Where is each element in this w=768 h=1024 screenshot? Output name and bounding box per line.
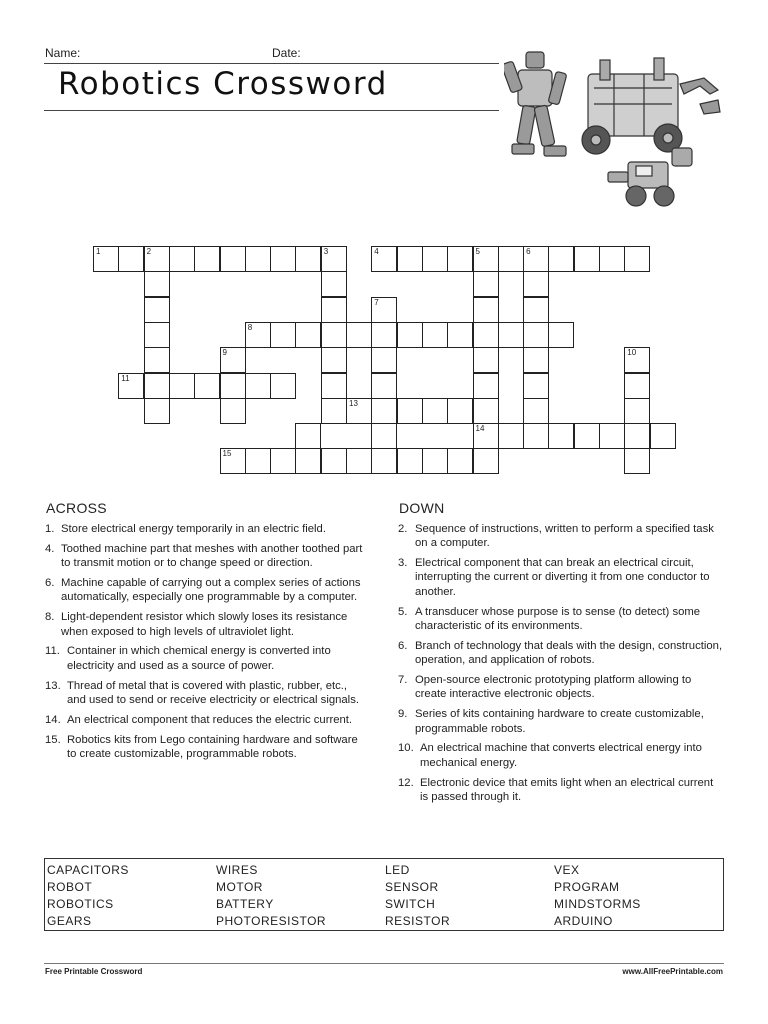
word-bank-item: MINDSTORMS (554, 897, 641, 911)
crossword-cell[interactable] (624, 448, 650, 474)
crossword-cell[interactable] (523, 373, 549, 399)
crossword-cell[interactable] (397, 246, 423, 272)
cell-number: 8 (247, 322, 253, 332)
header-rule-top (44, 63, 499, 64)
word-bank-item: ROBOTICS (47, 897, 114, 911)
crossword-cell[interactable] (397, 448, 423, 474)
date-label: Date: (272, 46, 301, 60)
clue-number: 10. (398, 742, 414, 755)
crossword-cell[interactable] (169, 246, 195, 272)
cell-number: 11 (121, 373, 130, 383)
clue-number: 11. (45, 645, 60, 658)
crossword-cell[interactable] (422, 246, 448, 272)
crossword-cell[interactable] (295, 322, 321, 348)
footer-left-text: Free Printable Crossword (45, 967, 143, 976)
clue-item (45, 644, 368, 673)
crossword-cell[interactable] (220, 398, 246, 424)
word-bank-item: WIRES (216, 863, 258, 877)
crossword-cell[interactable] (371, 423, 397, 449)
word-bank-item: ROBOT (47, 880, 93, 894)
crossword-cell[interactable] (473, 398, 499, 424)
clue-text: Machine capable of carrying out a complex series of actions automatically, especially one programmable by a computer. (61, 577, 361, 604)
clue-number: 6. (398, 639, 408, 652)
clue-text: Branch of technology that deals with the design, construction, operation, and application of robots. (415, 639, 723, 667)
clue-text: An electrical machine that converts electrical energy into mechanical energy. (420, 742, 702, 769)
cell-number: 1 (96, 247, 101, 256)
cell-number: 6 (526, 247, 531, 256)
crossword-cell[interactable] (220, 373, 246, 399)
clue-text: Toothed machine part that meshes with another toothed part to transmit motion or to change speed or direction. (61, 542, 363, 570)
crossword-cell[interactable] (295, 423, 321, 449)
crossword-cell[interactable] (270, 373, 296, 399)
clue-number: 15. (45, 733, 61, 746)
crossword-cell[interactable] (220, 246, 246, 272)
cell-number: 13 (349, 398, 358, 408)
robot-kits-illustration (504, 44, 724, 220)
clue-text: Container in which chemical energy is converted into electricity and used as a source of power. (67, 645, 331, 672)
crossword-cell[interactable] (270, 322, 296, 348)
crossword-cell[interactable] (624, 347, 650, 373)
crossword-cell[interactable] (624, 423, 650, 449)
crossword-cell[interactable] (599, 423, 625, 449)
crossword-cell[interactable] (624, 398, 650, 424)
crossword-cell[interactable] (321, 297, 347, 323)
cell-number: 5 (475, 247, 480, 256)
crossword-cell[interactable] (498, 423, 524, 449)
crossword-cell[interactable] (144, 246, 170, 272)
across-clue-list (45, 522, 368, 767)
clue-item (45, 522, 368, 536)
crossword-cell[interactable] (371, 347, 397, 373)
crossword-cell[interactable] (194, 373, 220, 399)
crossword-cell[interactable] (220, 347, 246, 373)
crossword-cell[interactable] (295, 246, 321, 272)
crossword-cell[interactable] (144, 271, 170, 297)
crossword-cell[interactable] (447, 322, 473, 348)
crossword-cell[interactable] (599, 246, 625, 272)
word-bank-item: PHOTORESISTOR (216, 914, 327, 928)
crossword-cell[interactable] (144, 322, 170, 348)
crossword-cell[interactable] (422, 448, 448, 474)
crossword-cell[interactable] (93, 246, 119, 272)
clue-item (45, 576, 368, 605)
clue-number: 5. (398, 605, 408, 618)
clue-item (398, 673, 724, 702)
word-bank-item: VEX (554, 863, 580, 877)
crossword-cell[interactable] (624, 246, 650, 272)
crossword-cell[interactable] (548, 322, 574, 348)
clue-item (398, 741, 724, 770)
clue-item (398, 605, 724, 634)
clue-text: A transducer whose purpose is to sense (to detect) some characteristic of its environments. (415, 605, 701, 632)
cell-number: 14 (475, 424, 485, 434)
crossword-cell[interactable] (321, 398, 347, 424)
crossword-cell[interactable] (624, 373, 650, 399)
crossword-cell[interactable] (447, 398, 473, 424)
crossword-cell[interactable] (650, 423, 676, 449)
across-heading: ACROSS (46, 500, 107, 516)
crossword-cell[interactable] (194, 246, 220, 272)
word-bank-item: LED (385, 863, 410, 877)
clue-item (45, 713, 368, 727)
word-bank-item: RESISTOR (385, 914, 451, 928)
clue-number: 12. (398, 776, 414, 789)
crossword-cell[interactable] (473, 448, 499, 474)
clue-item (398, 522, 724, 551)
word-bank-column (47, 862, 129, 930)
crossword-cell[interactable] (321, 271, 347, 297)
word-bank-item: SWITCH (385, 897, 436, 911)
clue-text: Electronic device that emits light when an electrical current is passed through it. (420, 776, 714, 803)
cell-number: 9 (222, 348, 227, 358)
crossword-cell[interactable] (321, 246, 347, 272)
crossword-cell[interactable] (473, 373, 499, 399)
crossword-cell[interactable] (144, 297, 170, 323)
clue-text: Thread of metal that is covered with plastic, rubber, etc., and used to send or receive electricity or electrical signals. (67, 679, 359, 706)
crossword-cell[interactable] (118, 373, 144, 399)
name-label: Name: (45, 46, 81, 60)
crossword-cell[interactable] (371, 246, 397, 272)
clue-number: 9. (398, 708, 408, 721)
crossword-cell[interactable] (548, 246, 574, 272)
clue-item (45, 542, 368, 571)
word-bank-column (554, 862, 641, 930)
page-title: Robotics Crossword (58, 66, 388, 102)
crossword-cell[interactable] (371, 398, 397, 424)
clue-item (398, 556, 724, 599)
crossword-cell[interactable] (523, 347, 549, 373)
crossword-cell[interactable] (422, 322, 448, 348)
crossword-cell[interactable] (498, 246, 524, 272)
word-bank-item: SENSOR (385, 880, 439, 894)
crossword-cell[interactable] (574, 246, 600, 272)
word-bank-item: PROGRAM (554, 880, 620, 894)
crossword-cell[interactable] (346, 322, 372, 348)
cell-number: 4 (374, 247, 379, 256)
clue-text: Robotics kits from Lego containing hardware and software to create customizable, programmable robots. (67, 733, 358, 761)
crossword-cell[interactable] (321, 448, 347, 474)
crossword-cell[interactable] (270, 448, 296, 474)
clue-number: 2. (398, 523, 408, 535)
clue-number: 14. (45, 713, 61, 726)
crossword-cell[interactable] (321, 373, 347, 399)
word-bank-column (385, 862, 450, 930)
crossword-cell[interactable] (118, 246, 144, 272)
clue-number: 7. (398, 674, 408, 687)
crossword-cell[interactable] (270, 246, 296, 272)
crossword-cell[interactable] (321, 322, 347, 348)
crossword-cell[interactable] (523, 398, 549, 424)
clue-item (398, 707, 724, 736)
crossword-cell[interactable] (523, 322, 549, 348)
clue-item (398, 639, 724, 668)
crossword-cell[interactable] (473, 423, 499, 449)
clue-number: 13. (45, 679, 61, 692)
clue-text: Electrical component that can break an electrical circuit, interrupting the current or diverting it from one conductor to another. (415, 557, 710, 598)
crossword-cell[interactable] (523, 271, 549, 297)
footer-site-link[interactable]: www.AllFreePrintable.com (622, 967, 723, 976)
clue-text: Sequence of instructions, written to perform a specified task on a computer. (415, 523, 714, 550)
crossword-cell[interactable] (144, 373, 170, 399)
crossword-cell[interactable] (422, 398, 448, 424)
down-clue-list (398, 522, 724, 810)
crossword-cell[interactable] (245, 448, 271, 474)
crossword-cell[interactable] (447, 246, 473, 272)
crossword-cell[interactable] (321, 347, 347, 373)
crossword-cell[interactable] (371, 448, 397, 474)
crossword-cell[interactable] (498, 322, 524, 348)
clue-text: An electrical component that reduces the electric current. (67, 713, 353, 726)
clue-item (45, 733, 368, 762)
crossword-cell[interactable] (169, 373, 195, 399)
cell-number: 7 (374, 297, 379, 307)
crossword-cell[interactable] (371, 322, 397, 348)
clue-text: Series of kits containing hardware to create customizable, programmable robots. (415, 708, 704, 735)
crossword-cell[interactable] (523, 423, 549, 449)
down-heading: DOWN (399, 500, 445, 516)
crossword-cell[interactable] (346, 448, 372, 474)
crossword-cell[interactable] (473, 271, 499, 297)
crossword-cell[interactable] (346, 398, 372, 424)
word-bank-column (216, 862, 326, 930)
crossword-cell[interactable] (574, 423, 600, 449)
crossword-cell[interactable] (371, 297, 397, 323)
word-bank-item: MOTOR (216, 880, 263, 894)
crossword-cell[interactable] (397, 398, 423, 424)
crossword-cell[interactable] (220, 448, 246, 474)
crossword-cell[interactable] (447, 448, 473, 474)
crossword-cell[interactable] (473, 322, 499, 348)
cell-number: 15 (222, 449, 232, 459)
word-bank-item: ARDUINO (554, 914, 613, 928)
crossword-cell[interactable] (523, 297, 549, 323)
clue-number: 1. (45, 523, 55, 535)
crossword-cell[interactable] (523, 246, 549, 272)
clue-text: Light-dependent resistor which slowly loses its resistance when exposed to high levels of ultraviolet light. (61, 611, 348, 638)
cell-number: 10 (627, 348, 637, 358)
cell-number: 2 (146, 247, 152, 256)
crossword-cell[interactable] (295, 448, 321, 474)
cell-number: 3 (323, 247, 329, 256)
crossword-cell[interactable] (245, 246, 271, 272)
clue-number: 3. (398, 557, 408, 570)
word-bank-item: CAPACITORS (47, 863, 129, 877)
crossword-cell[interactable] (473, 347, 499, 373)
footer-rule (44, 963, 724, 964)
word-bank (44, 858, 724, 931)
word-bank-item: BATTERY (216, 897, 274, 911)
crossword-cell[interactable] (245, 373, 271, 399)
crossword-cell[interactable] (473, 246, 499, 272)
crossword-cell[interactable] (397, 322, 423, 348)
word-bank-item: GEARS (47, 914, 92, 928)
crossword-cell[interactable] (245, 322, 271, 348)
crossword-cell[interactable] (371, 373, 397, 399)
clue-item (45, 679, 368, 708)
crossword-cell[interactable] (548, 423, 574, 449)
clue-number: 6. (45, 577, 55, 590)
clue-text: Open-source electronic prototyping platform allowing to create interactive electronic objects. (415, 674, 692, 701)
clue-number: 8. (45, 611, 55, 624)
clue-item (45, 610, 368, 639)
clue-number: 4. (45, 542, 55, 555)
crossword-cell[interactable] (473, 297, 499, 323)
clue-item (398, 776, 724, 805)
crossword-cell[interactable] (144, 347, 170, 373)
header-rule-bottom (44, 110, 499, 111)
crossword-cell[interactable] (144, 398, 170, 424)
clue-text: Store electrical energy temporarily in an electric field. (61, 523, 326, 535)
